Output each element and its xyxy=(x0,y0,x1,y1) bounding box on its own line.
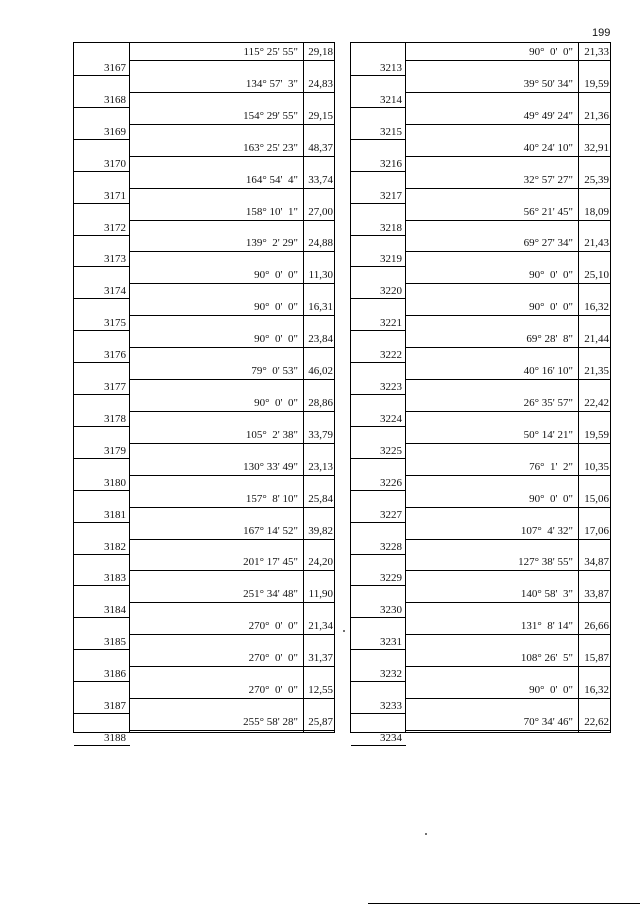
survey-table-right xyxy=(350,42,611,744)
angle-value: 69° 28' 8" xyxy=(526,333,573,346)
distance-value: 25,10 xyxy=(584,269,609,282)
row-divider xyxy=(130,124,334,125)
number-divider xyxy=(74,171,130,172)
distance-value: 24,83 xyxy=(308,77,333,90)
number-divider xyxy=(74,394,130,395)
row-divider xyxy=(406,92,610,93)
angle-value: 90° 0' 0" xyxy=(254,269,298,282)
row-divider xyxy=(130,92,334,93)
point-number: 3182 xyxy=(104,540,126,553)
number-divider xyxy=(351,298,406,299)
number-divider xyxy=(74,490,130,491)
point-number: 3229 xyxy=(380,572,402,585)
distance-value: 11,30 xyxy=(308,269,333,282)
number-divider xyxy=(351,139,406,140)
distance-value: 39,82 xyxy=(308,524,333,537)
distance-value: 15,87 xyxy=(584,652,609,665)
distance-value: 21,34 xyxy=(308,620,333,633)
row-divider xyxy=(406,570,610,571)
angle-value: 158° 10' 1" xyxy=(245,205,298,218)
point-number: 3169 xyxy=(104,125,126,138)
angle-value: 40° 16' 10" xyxy=(523,365,573,377)
angle-value: 90° 0' 0" xyxy=(529,684,573,696)
distance-value: 34,87 xyxy=(584,556,609,569)
distance-value: 21,43 xyxy=(584,237,609,250)
point-number: 3221 xyxy=(380,317,402,330)
point-number: 3217 xyxy=(380,189,402,202)
distance-value: 21,36 xyxy=(584,109,609,122)
point-number: 3224 xyxy=(380,412,402,425)
row-divider xyxy=(406,443,610,444)
distance-value: 16,32 xyxy=(584,301,609,314)
angle-value: 167° 14' 52" xyxy=(243,524,298,537)
angle-value: 90° 0' 0" xyxy=(529,46,573,58)
point-number: 3227 xyxy=(380,508,402,521)
distance-value: 17,06 xyxy=(584,524,609,537)
number-divider xyxy=(351,745,406,746)
point-number: 3185 xyxy=(104,636,126,649)
row-divider xyxy=(130,634,334,635)
distance-value: 16,31 xyxy=(308,301,333,314)
distance-value: 29,15 xyxy=(308,109,333,122)
row-divider xyxy=(406,60,610,61)
point-number: 3188 xyxy=(104,731,126,744)
row-divider xyxy=(406,124,610,125)
angle-value: 255° 58' 28" xyxy=(243,715,298,728)
row-divider xyxy=(406,315,610,316)
distance-value: 48,37 xyxy=(308,141,333,154)
point-number: 3213 xyxy=(380,62,402,74)
number-divider xyxy=(74,235,130,236)
distance-value: 28,86 xyxy=(308,396,333,409)
row-divider xyxy=(130,602,334,603)
number-divider xyxy=(351,203,406,204)
distance-value: 19,59 xyxy=(584,77,609,90)
number-divider xyxy=(351,585,406,586)
row-divider xyxy=(130,220,334,221)
point-number: 3230 xyxy=(380,604,402,617)
distance-value: 24,88 xyxy=(308,237,333,250)
distance-value: 33,74 xyxy=(308,173,333,186)
row-divider xyxy=(406,539,610,540)
row-divider xyxy=(406,730,610,731)
angle-value: 49° 49' 24" xyxy=(523,109,573,122)
point-number: 3174 xyxy=(104,285,126,298)
angle-value: 70° 34' 46" xyxy=(523,715,573,728)
point-number: 3232 xyxy=(380,668,402,681)
number-divider xyxy=(351,649,406,650)
row-divider xyxy=(130,698,334,699)
row-divider xyxy=(130,539,334,540)
row-divider xyxy=(406,188,610,189)
point-number: 3186 xyxy=(104,668,126,681)
page-number: 199 xyxy=(592,27,611,39)
row-divider xyxy=(406,602,610,603)
number-divider xyxy=(351,171,406,172)
point-number: 3223 xyxy=(380,381,402,393)
angle-value: 105° 2' 38" xyxy=(245,428,298,441)
point-number: 3228 xyxy=(380,540,402,553)
row-divider xyxy=(130,475,334,476)
point-number: 3180 xyxy=(104,476,126,489)
number-divider xyxy=(351,75,406,76)
number-divider xyxy=(351,266,406,267)
point-number: 3219 xyxy=(380,253,402,266)
angle-value: 201° 17' 45" xyxy=(243,556,298,569)
point-number: 3167 xyxy=(104,62,126,74)
row-divider xyxy=(406,634,610,635)
number-divider xyxy=(351,107,406,108)
angle-value: 154° 29' 55" xyxy=(243,109,298,122)
point-number: 3215 xyxy=(380,125,402,138)
distance-value: 21,44 xyxy=(584,333,609,346)
row-divider xyxy=(406,507,610,508)
row-divider xyxy=(130,379,334,380)
row-divider xyxy=(130,411,334,412)
row-divider xyxy=(406,379,610,380)
row-divider xyxy=(406,698,610,699)
row-divider xyxy=(130,60,334,61)
distance-value: 24,20 xyxy=(308,556,333,569)
point-number: 3216 xyxy=(380,157,402,170)
point-number: 3220 xyxy=(380,285,402,298)
point-number: 3178 xyxy=(104,412,126,425)
number-divider xyxy=(74,107,130,108)
angle-value: 115° 25' 55" xyxy=(243,46,298,58)
row-divider xyxy=(130,507,334,508)
row-divider xyxy=(130,315,334,316)
point-number: 3170 xyxy=(104,157,126,170)
point-number: 3179 xyxy=(104,444,126,457)
distance-value: 25,87 xyxy=(308,715,333,728)
distance-value: 18,09 xyxy=(584,205,609,218)
angle-value: 32° 57' 27" xyxy=(523,173,573,186)
number-divider xyxy=(74,681,130,682)
number-divider xyxy=(74,554,130,555)
distance-value: 33,87 xyxy=(584,588,609,601)
distance-value: 15,06 xyxy=(584,492,609,505)
number-divider xyxy=(74,522,130,523)
angle-value: 90° 0' 0" xyxy=(529,301,573,314)
angle-value: 76° 1' 2" xyxy=(529,460,573,473)
point-number: 3176 xyxy=(104,349,126,362)
row-divider xyxy=(130,443,334,444)
distance-value: 22,42 xyxy=(584,396,609,409)
angle-value: 26° 35' 57" xyxy=(523,396,573,409)
number-divider xyxy=(74,330,130,331)
angle-value: 56° 21' 45" xyxy=(523,205,573,218)
number-divider xyxy=(74,266,130,267)
angle-value: 270° 0' 0" xyxy=(248,684,298,696)
number-divider xyxy=(351,458,406,459)
distance-value: 16,32 xyxy=(584,684,609,696)
row-divider xyxy=(130,188,334,189)
number-divider xyxy=(74,139,130,140)
distance-value: 23,13 xyxy=(308,460,333,473)
number-divider xyxy=(74,75,130,76)
number-divider xyxy=(74,298,130,299)
point-number: 3173 xyxy=(104,253,126,266)
point-number: 3168 xyxy=(104,93,126,106)
row-divider xyxy=(130,283,334,284)
angle-value: 79° 0' 53" xyxy=(251,365,298,377)
distance-value: 46,02 xyxy=(308,365,333,377)
point-number: 3171 xyxy=(104,189,126,202)
row-divider xyxy=(406,666,610,667)
angle-value: 40° 24' 10" xyxy=(523,141,573,154)
row-divider xyxy=(406,475,610,476)
distance-value: 27,00 xyxy=(308,205,333,218)
distance-value: 32,91 xyxy=(584,141,609,154)
distance-value: 12,55 xyxy=(308,684,333,696)
angle-value: 90° 0' 0" xyxy=(529,269,573,282)
distance-value: 26,66 xyxy=(584,620,609,633)
angle-value: 69° 27' 34" xyxy=(523,237,573,250)
angle-value: 140° 58' 3" xyxy=(520,588,573,601)
point-number: 3218 xyxy=(380,221,402,234)
row-divider xyxy=(406,411,610,412)
row-divider xyxy=(130,251,334,252)
angle-value: 90° 0' 0" xyxy=(254,396,298,409)
distance-value: 31,37 xyxy=(308,652,333,665)
angle-value: 134° 57' 3" xyxy=(245,77,298,90)
point-number: 3226 xyxy=(380,476,402,489)
number-divider xyxy=(74,713,130,714)
distance-value: 10,35 xyxy=(584,460,609,473)
angle-value: 131° 8' 14" xyxy=(520,620,573,633)
angle-value: 270° 0' 0" xyxy=(248,620,298,633)
number-divider xyxy=(351,394,406,395)
distance-value: 25,39 xyxy=(584,173,609,186)
row-divider xyxy=(130,570,334,571)
number-divider xyxy=(74,458,130,459)
point-number: 3225 xyxy=(380,444,402,457)
angle-value: 164° 54' 4" xyxy=(245,173,298,186)
point-number: 3175 xyxy=(104,317,126,330)
point-number: 3233 xyxy=(380,700,402,712)
distance-value: 29,18 xyxy=(308,46,333,58)
number-divider xyxy=(351,713,406,714)
number-divider xyxy=(74,745,130,746)
row-divider xyxy=(130,156,334,157)
row-divider xyxy=(130,730,334,731)
distance-value: 23,84 xyxy=(308,333,333,346)
footer-rule xyxy=(368,903,640,904)
point-number: 3181 xyxy=(104,508,126,521)
distance-value: 21,35 xyxy=(584,365,609,377)
angle-value: 90° 0' 0" xyxy=(254,301,298,314)
distance-value: 19,59 xyxy=(584,428,609,441)
number-divider xyxy=(351,235,406,236)
angle-value: 50° 14' 21" xyxy=(523,428,573,441)
point-number: 3214 xyxy=(380,93,402,106)
row-divider xyxy=(130,666,334,667)
number-divider xyxy=(74,649,130,650)
point-number: 3234 xyxy=(380,731,402,744)
distance-value: 25,84 xyxy=(308,492,333,505)
point-number: 3172 xyxy=(104,221,126,234)
number-divider xyxy=(74,426,130,427)
point-number: 3231 xyxy=(380,636,402,649)
angle-value: 139° 2' 29" xyxy=(245,237,298,250)
number-divider xyxy=(351,426,406,427)
point-number: 3183 xyxy=(104,572,126,585)
survey-table-left xyxy=(73,42,335,744)
number-divider xyxy=(351,522,406,523)
number-divider xyxy=(74,617,130,618)
point-number: 3187 xyxy=(104,700,126,712)
distance-value: 33,79 xyxy=(308,428,333,441)
number-divider xyxy=(74,203,130,204)
angle-value: 130° 33' 49" xyxy=(243,460,298,473)
angle-value: 108° 26' 5" xyxy=(520,652,573,665)
angle-value: 157° 8' 10" xyxy=(245,492,298,505)
row-divider xyxy=(406,220,610,221)
angle-value: 163° 25' 23" xyxy=(243,141,298,154)
angle-value: 127° 38' 55" xyxy=(518,556,573,569)
distance-value: 21,33 xyxy=(584,46,609,58)
angle-value: 90° 0' 0" xyxy=(529,492,573,505)
scan-speck xyxy=(425,833,427,835)
distance-value: 22,62 xyxy=(584,715,609,728)
angle-value: 39° 50' 34" xyxy=(523,77,573,90)
number-divider xyxy=(351,554,406,555)
point-number: 3177 xyxy=(104,381,126,393)
angle-value: 251° 34' 48" xyxy=(243,588,298,601)
number-divider xyxy=(351,330,406,331)
scan-speck xyxy=(343,630,345,632)
row-divider xyxy=(130,347,334,348)
row-divider xyxy=(406,156,610,157)
row-divider xyxy=(406,283,610,284)
number-divider xyxy=(351,362,406,363)
number-divider xyxy=(74,362,130,363)
row-divider xyxy=(406,251,610,252)
angle-value: 270° 0' 0" xyxy=(248,652,298,665)
number-divider xyxy=(74,585,130,586)
number-divider xyxy=(351,617,406,618)
point-number: 3184 xyxy=(104,604,126,617)
row-divider xyxy=(406,347,610,348)
number-divider xyxy=(351,681,406,682)
point-number: 3222 xyxy=(380,349,402,362)
number-divider xyxy=(351,490,406,491)
angle-value: 107° 4' 32" xyxy=(520,524,573,537)
distance-value: 11,90 xyxy=(308,588,333,601)
angle-value: 90° 0' 0" xyxy=(254,333,298,346)
